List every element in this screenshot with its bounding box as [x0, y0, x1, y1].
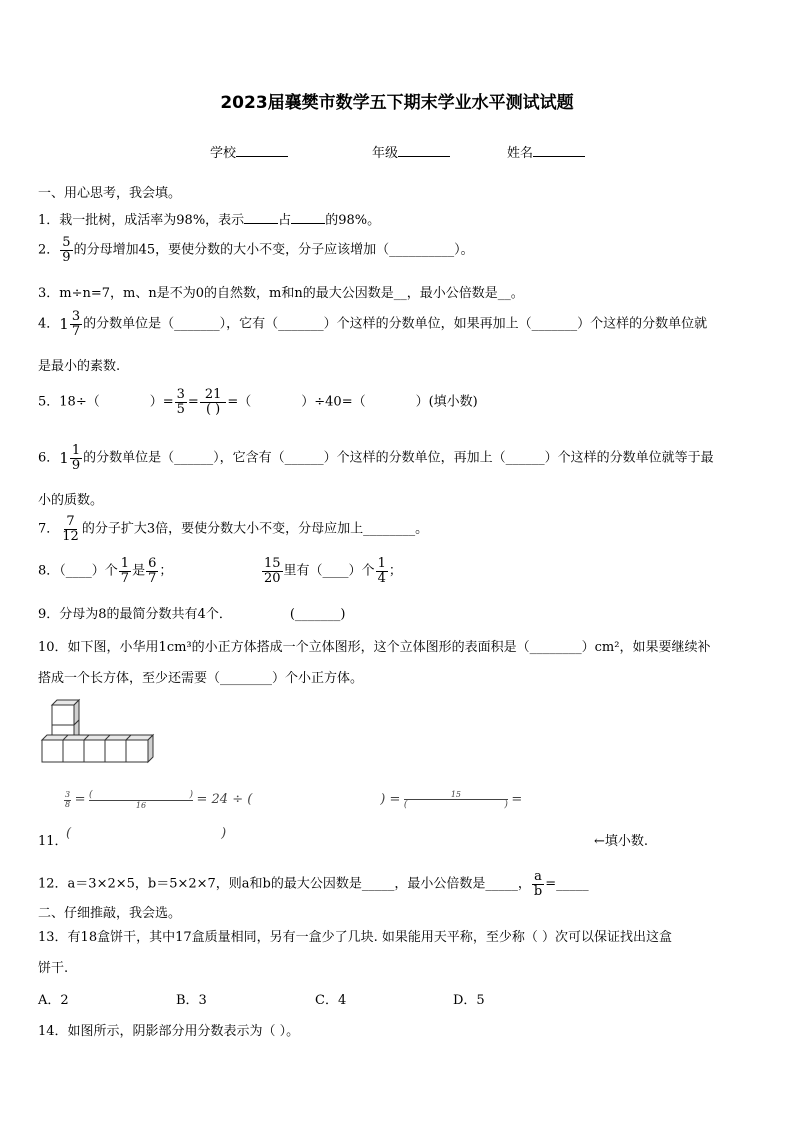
question-1: 1．栽一批树，成活率为98%，表示 占 的98%。 [38, 209, 380, 228]
question-10-cont: 搭成一个长方体，至少还需要（________）个小正方体。 [38, 671, 364, 686]
option-c: C．4 [315, 993, 347, 1008]
question-8: 8．（____）个 $\frac{1}{7}$ 是 $\frac{6}{7}$ ； [38, 556, 173, 586]
option-d: D．5 [453, 993, 485, 1008]
question-4: 4． 1 $\frac{3}{7}$ 的分数单位是（_______），它有（_______）个这样的分数单位，如果再加上（_______）个这样的分数单位就 [38, 309, 708, 339]
question-13: 13．有18盒饼干，其中17盒质量相同，另有一盒少了几块. 如果能用天平称，至少称（ ）次可以保证找出这盒 [38, 930, 673, 945]
question-9: 9．分母为8的最简分数共有4个． (_______) [38, 607, 346, 622]
question-6-cont: 小的质数。 [38, 493, 104, 508]
question-11-blank: ( ) [66, 826, 227, 841]
name-field: 姓名 [507, 142, 585, 161]
section-1-heading: 一、用心思考，我会填。 [38, 186, 182, 201]
question-11: 11． [38, 834, 68, 849]
page-title: 2023届襄樊市数学五下期末学业水平测试试题 [220, 93, 574, 113]
question-6: 6． 1 $\frac{1}{9}$ 的分数单位是（______），它含有（______）个这样的分数单位，再加上（______）个这样的分数单位就等于最 [38, 443, 714, 473]
option-a: A．2 [38, 993, 69, 1008]
section-2-heading: 二、仔细推敲，我会选。 [38, 906, 182, 921]
cube-figure [38, 696, 158, 766]
question-2: 2． $\frac{5}{9}$ 的分母增加45，要使分数的大小不变，分子应该增加（__________）。 [38, 235, 474, 265]
school-field: 学校 [210, 142, 288, 161]
question-3: 3．m÷n=7，m、n是不为0的自然数，m和n的最大公因数是__，最小公倍数是__。 [38, 286, 524, 301]
question-5: 5．18÷（ ）= $\frac{3}{5}$ = $\frac{21}{( )}$ =（ ）÷40=（ ）(填小数) [38, 387, 478, 417]
question-11-note: ←填小数. [594, 834, 649, 849]
question-10: 10．如下图，小华用1cm³的小正方体搭成一个立体图形，这个立体图形的表面积是（________）cm²，如果要继续补 [38, 640, 711, 655]
question-4-cont: 是最小的素数. [38, 359, 121, 374]
question-7: 7． $\frac{7}{12}$ 的分子扩大3倍，要使分数大小不变，分母应加上________。 [38, 514, 429, 544]
question-11-equation: $\frac{3}{8}$ = ( ) 16 = 24 ÷ ( ) = 15 ( ) = [65, 789, 523, 810]
option-b: B．3 [176, 993, 207, 1008]
question-12: 12．a＝3×2×5，b＝5×2×7，则a和b的最大公因数是_____，最小公倍数是_____， $\frac{a}{b}$ =_____ [38, 869, 589, 899]
question-13-cont: 饼干. [38, 961, 69, 976]
grade-field: 年级 [372, 142, 450, 161]
question-14: 14．如图所示，阴影部分用分数表示为（ ）。 [38, 1024, 300, 1039]
question-8-part2: $\frac{15}{20}$ 里有（____）个 $\frac{1}{4}$ ； [264, 556, 402, 586]
